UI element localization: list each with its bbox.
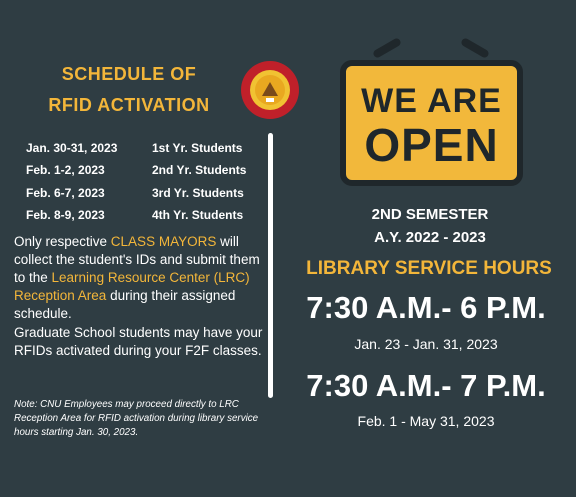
- column-divider: [268, 133, 273, 398]
- university-seal-icon: [240, 60, 300, 120]
- semester-label: 2ND SEMESTER: [371, 206, 489, 223]
- instructions-paragraph: Only respective CLASS MAYORS will collect the student's IDs and submit them to the Learning Resource Center (LRC) Reception Area during their assigned schedule.: [14, 234, 260, 321]
- schedule-row: Jan. 30-31, 2023 1st Yr. Students: [26, 141, 243, 155]
- hours-range-1: 7:30 A.M.- 6 P.M.: [306, 290, 546, 325]
- sign-line1: WE ARE: [361, 82, 502, 120]
- sign-hanger-left: [372, 37, 402, 59]
- academic-year-label: A.Y. 2022 - 2023: [374, 229, 486, 246]
- sign-hanger-right: [460, 37, 490, 59]
- sign-line2: OPEN: [364, 119, 499, 171]
- schedule-title-line2: RFID ACTIVATION: [48, 95, 210, 115]
- employee-note: Note: CNU Employees may proceed directly to LRC Reception Area for RFID activation during library service hours starting Jan. 30, 2023.: [14, 399, 259, 438]
- date-range-1: Jan. 23 - Jan. 31, 2023: [354, 336, 498, 352]
- hours-range-2: 7:30 A.M.- 7 P.M.: [306, 368, 546, 403]
- open-sign: [340, 60, 523, 186]
- schedule-row: Feb. 1-2, 2023 2nd Yr. Students: [26, 163, 247, 177]
- date-range-2: Feb. 1 - May 31, 2023: [357, 413, 495, 429]
- schedule-title-line1: SCHEDULE OF: [61, 64, 197, 84]
- schedule-row: Feb. 8-9, 2023 4th Yr. Students: [26, 208, 244, 222]
- schedule-row: Feb. 6-7, 2023 3rd Yr. Students: [26, 186, 244, 200]
- graduate-note-paragraph: Graduate School students may have your RFIDs activated during your F2F classes.: [14, 325, 263, 358]
- library-hours-heading: LIBRARY SERVICE HOURS: [306, 258, 552, 279]
